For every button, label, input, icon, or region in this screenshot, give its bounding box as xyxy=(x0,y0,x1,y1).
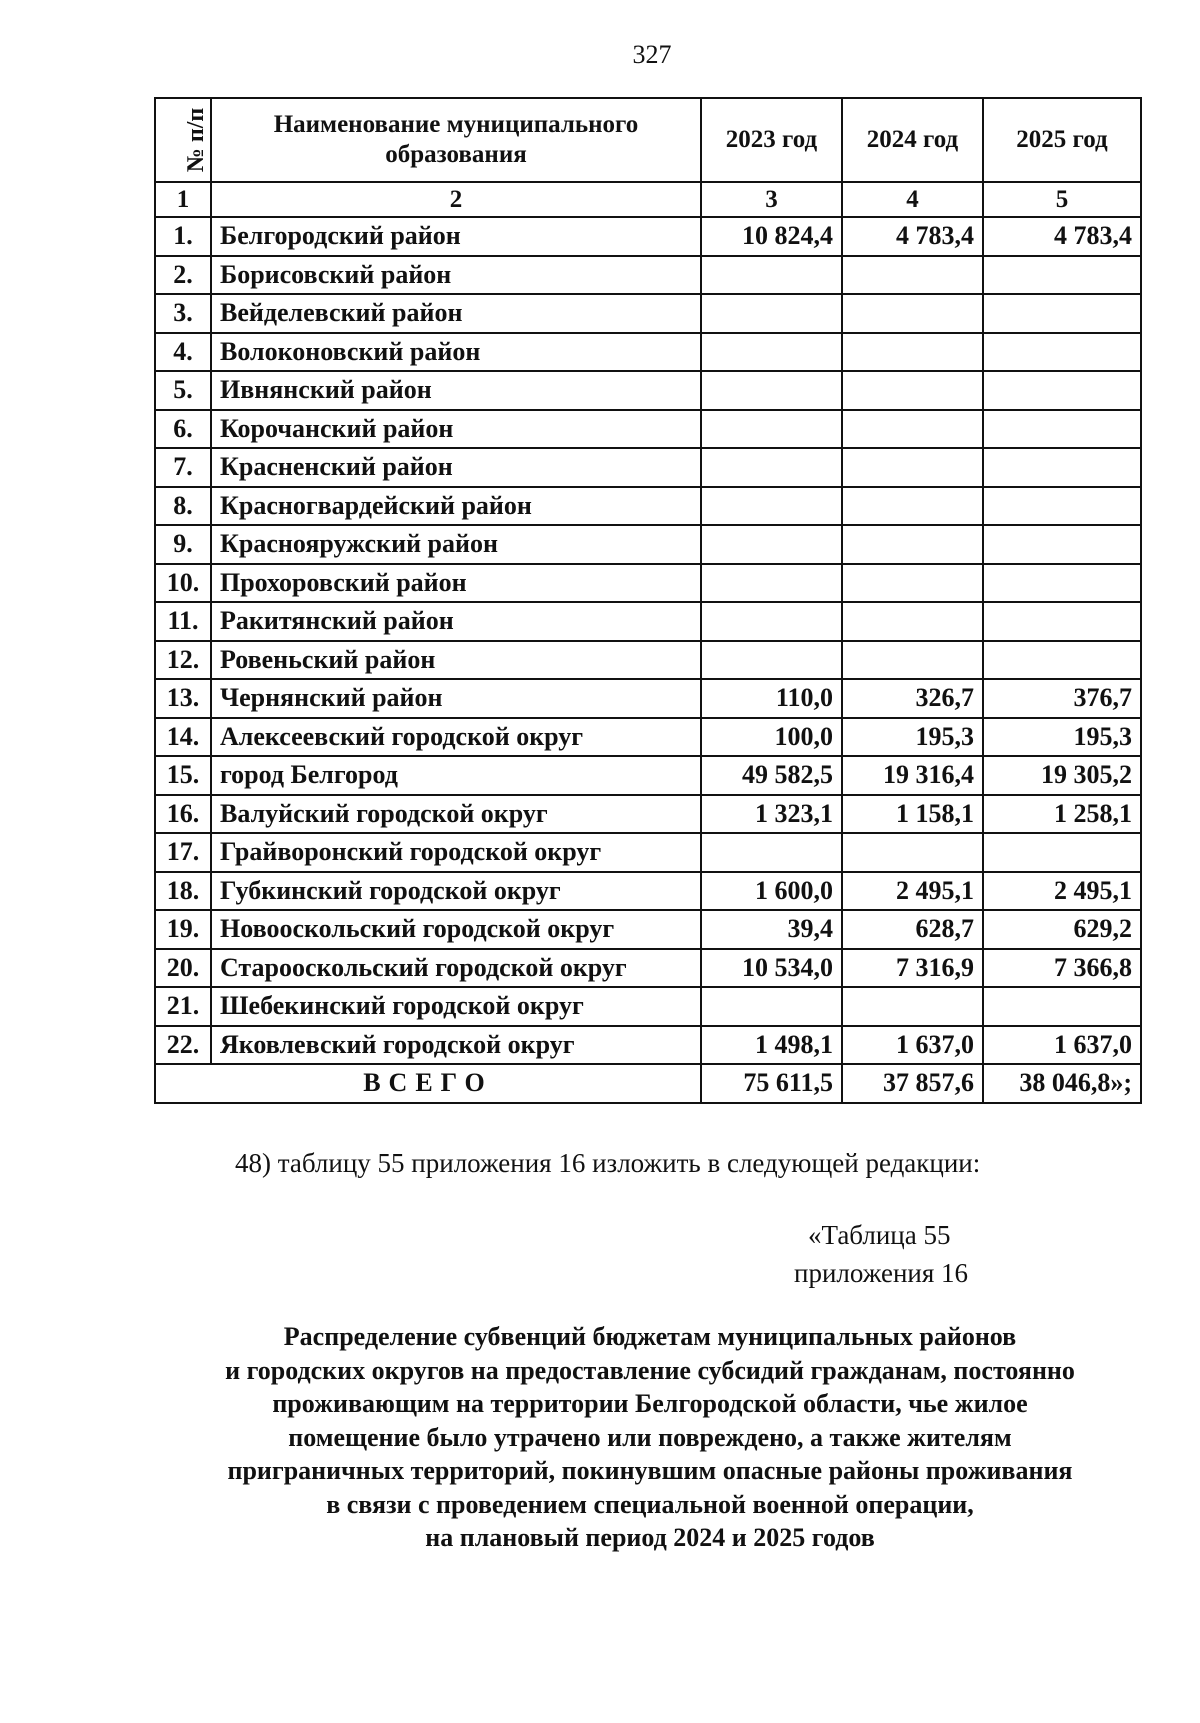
row-number: 15. xyxy=(155,756,211,795)
header-number xyxy=(155,98,211,182)
title-line: приграничных территорий, покинувшим опасные районы проживания xyxy=(227,1456,1073,1485)
row-value-2023 xyxy=(701,294,842,333)
row-municipality: Новооскольский городской округ xyxy=(211,910,701,949)
column-index: 4 xyxy=(842,182,983,217)
table-row xyxy=(155,256,1141,295)
row-value-2025 xyxy=(983,833,1141,872)
row-value-2024 xyxy=(842,487,983,526)
row-value-2023 xyxy=(701,371,842,410)
row-value-2023: 100,0 xyxy=(701,718,842,757)
row-value-2025 xyxy=(983,448,1141,487)
row-value-2024: 326,7 xyxy=(842,679,983,718)
row-municipality: город Белгород xyxy=(211,756,701,795)
row-value-2023 xyxy=(701,987,842,1026)
header-municipality: Наименование муниципального образования xyxy=(211,98,701,182)
table-row xyxy=(155,756,1141,795)
row-value-2023: 10 534,0 xyxy=(701,949,842,988)
table-reference xyxy=(794,1216,969,1292)
row-value-2025: 376,7 xyxy=(983,679,1141,718)
table-row xyxy=(155,795,1141,834)
row-value-2023: 49 582,5 xyxy=(701,756,842,795)
row-value-2025 xyxy=(983,987,1141,1026)
row-value-2025: 195,3 xyxy=(983,718,1141,757)
row-number: 9. xyxy=(155,525,211,564)
row-number: 21. xyxy=(155,987,211,1026)
column-index-row xyxy=(155,182,1141,217)
row-value-2023 xyxy=(701,833,842,872)
table-row xyxy=(155,410,1141,449)
row-number: 10. xyxy=(155,564,211,603)
row-value-2024: 7 316,9 xyxy=(842,949,983,988)
table-row xyxy=(155,217,1141,256)
row-value-2025 xyxy=(983,564,1141,603)
row-value-2023: 1 323,1 xyxy=(701,795,842,834)
row-number: 5. xyxy=(155,371,211,410)
column-index: 3 xyxy=(701,182,842,217)
row-value-2024 xyxy=(842,294,983,333)
row-value-2024: 1 637,0 xyxy=(842,1026,983,1065)
row-municipality: Губкинский городской округ xyxy=(211,872,701,911)
table-row xyxy=(155,487,1141,526)
column-index: 1 xyxy=(155,182,211,217)
row-value-2024: 195,3 xyxy=(842,718,983,757)
row-value-2024 xyxy=(842,256,983,295)
title-line: и городских округов на предоставление субсидий гражданам, постоянно xyxy=(225,1355,1075,1385)
table-header-row xyxy=(155,98,1141,182)
table-row xyxy=(155,448,1141,487)
row-value-2023 xyxy=(701,448,842,487)
table-row xyxy=(155,294,1141,333)
row-value-2023 xyxy=(701,487,842,526)
row-value-2024 xyxy=(842,333,983,372)
table-row xyxy=(155,718,1141,757)
row-number: 17. xyxy=(155,833,211,872)
amendment-instruction: 48) таблицу 55 приложения 16 изложить в следующей редакции: xyxy=(235,1148,981,1178)
row-number: 14. xyxy=(155,718,211,757)
row-value-2024: 2 495,1 xyxy=(842,872,983,911)
table-row xyxy=(155,371,1141,410)
title-line: Распределение субвенций бюджетам муниципальных районов xyxy=(283,1322,1017,1351)
row-municipality: Красненский район xyxy=(211,448,701,487)
row-value-2023 xyxy=(701,410,842,449)
row-value-2025 xyxy=(983,294,1141,333)
row-value-2025: 1 258,1 xyxy=(983,795,1141,834)
row-number: 8. xyxy=(155,487,211,526)
total-label: ВСЕГО xyxy=(155,1064,701,1103)
row-value-2023 xyxy=(701,525,842,564)
row-value-2023: 39,4 xyxy=(701,910,842,949)
row-municipality: Вейделевский район xyxy=(211,294,701,333)
title-line: в связи с проведением специальной военной операции, xyxy=(326,1489,974,1519)
row-number: 18. xyxy=(155,872,211,911)
row-value-2023 xyxy=(701,641,842,680)
column-index: 5 xyxy=(983,182,1141,217)
row-municipality: Чернянский район xyxy=(211,679,701,718)
row-value-2024: 628,7 xyxy=(842,910,983,949)
row-value-2025 xyxy=(983,333,1141,372)
row-number: 19. xyxy=(155,910,211,949)
row-number: 22. xyxy=(155,1026,211,1065)
title-line: проживающим на территории Белгородской области, чье жилое xyxy=(272,1389,1028,1418)
table-row xyxy=(155,949,1141,988)
total-2024: 37 857,6 xyxy=(842,1064,983,1103)
table-row xyxy=(155,910,1141,949)
row-number: 20. xyxy=(155,949,211,988)
row-municipality: Старооскольский городской округ xyxy=(211,949,701,988)
row-value-2025 xyxy=(983,487,1141,526)
row-value-2025: 1 637,0 xyxy=(983,1026,1141,1065)
row-value-2024: 1 158,1 xyxy=(842,795,983,834)
row-municipality: Прохоровский район xyxy=(211,564,701,603)
row-value-2025 xyxy=(983,371,1141,410)
table-body xyxy=(155,217,1141,1064)
row-value-2024 xyxy=(842,602,983,641)
row-municipality: Валуйский городской округ xyxy=(211,795,701,834)
table-row xyxy=(155,525,1141,564)
row-value-2025: 7 366,8 xyxy=(983,949,1141,988)
row-municipality: Краснояружский район xyxy=(211,525,701,564)
row-value-2025 xyxy=(983,256,1141,295)
row-number: 16. xyxy=(155,795,211,834)
row-number: 7. xyxy=(155,448,211,487)
table-row xyxy=(155,602,1141,641)
row-value-2024 xyxy=(842,448,983,487)
row-value-2023 xyxy=(701,564,842,603)
row-value-2025: 629,2 xyxy=(983,910,1141,949)
row-municipality: Борисовский район xyxy=(211,256,701,295)
row-value-2025 xyxy=(983,641,1141,680)
row-value-2025 xyxy=(983,602,1141,641)
row-value-2023: 1 600,0 xyxy=(701,872,842,911)
table-reference-line: приложения 16 xyxy=(794,1258,969,1288)
table-row xyxy=(155,641,1141,680)
row-municipality: Ровеньский район xyxy=(211,641,701,680)
row-number: 11. xyxy=(155,602,211,641)
row-municipality: Корочанский район xyxy=(211,410,701,449)
row-municipality: Яковлевский городской округ xyxy=(211,1026,701,1065)
row-value-2024: 19 316,4 xyxy=(842,756,983,795)
row-municipality: Ивнянский район xyxy=(211,371,701,410)
row-number: 13. xyxy=(155,679,211,718)
row-municipality: Красногвардейский район xyxy=(211,487,701,526)
table-row xyxy=(155,833,1141,872)
row-number: 1. xyxy=(155,217,211,256)
header-2023: 2023 год xyxy=(701,98,842,182)
subsidy-table xyxy=(154,97,1142,1104)
row-value-2024 xyxy=(842,987,983,1026)
table-reference-line: «Таблица 55 xyxy=(808,1220,951,1250)
table-row xyxy=(155,564,1141,603)
total-2025: 38 046,8»; xyxy=(983,1064,1141,1103)
total-row xyxy=(155,1064,1141,1103)
header-2025: 2025 год xyxy=(983,98,1141,182)
row-municipality: Белгородский район xyxy=(211,217,701,256)
row-value-2023: 1 498,1 xyxy=(701,1026,842,1065)
page-number: 327 xyxy=(632,40,672,69)
row-municipality: Алексеевский городской округ xyxy=(211,718,701,757)
row-number: 2. xyxy=(155,256,211,295)
row-value-2025 xyxy=(983,525,1141,564)
table-row xyxy=(155,987,1141,1026)
table-row xyxy=(155,333,1141,372)
column-index: 2 xyxy=(211,182,701,217)
row-value-2024: 4 783,4 xyxy=(842,217,983,256)
table-title xyxy=(150,1320,1150,1555)
table-row xyxy=(155,872,1141,911)
row-value-2024 xyxy=(842,525,983,564)
title-line: помещение было утрачено или повреждено, а также жителям xyxy=(288,1422,1012,1452)
row-number: 3. xyxy=(155,294,211,333)
row-value-2025: 4 783,4 xyxy=(983,217,1141,256)
row-municipality: Шебекинский городской округ xyxy=(211,987,701,1026)
row-value-2025 xyxy=(983,410,1141,449)
table-row xyxy=(155,679,1141,718)
table-row xyxy=(155,1026,1141,1065)
row-value-2024 xyxy=(842,641,983,680)
row-number: 12. xyxy=(155,641,211,680)
title-line: на плановый период 2024 и 2025 годов xyxy=(425,1523,875,1552)
row-municipality: Грайворонский городской округ xyxy=(211,833,701,872)
total-2023: 75 611,5 xyxy=(701,1064,842,1103)
row-value-2024 xyxy=(842,564,983,603)
row-value-2025: 19 305,2 xyxy=(983,756,1141,795)
header-2024: 2024 год xyxy=(842,98,983,182)
row-value-2023 xyxy=(701,333,842,372)
row-value-2023: 10 824,4 xyxy=(701,217,842,256)
row-value-2023: 110,0 xyxy=(701,679,842,718)
row-value-2024 xyxy=(842,833,983,872)
row-municipality: Волоконовский район xyxy=(211,333,701,372)
row-number: 4. xyxy=(155,333,211,372)
row-value-2024 xyxy=(842,371,983,410)
row-municipality: Ракитянский район xyxy=(211,602,701,641)
row-value-2025: 2 495,1 xyxy=(983,872,1141,911)
row-value-2023 xyxy=(701,602,842,641)
row-number: 6. xyxy=(155,410,211,449)
row-value-2023 xyxy=(701,256,842,295)
row-value-2024 xyxy=(842,410,983,449)
header-number-label: № п/п xyxy=(183,107,210,173)
